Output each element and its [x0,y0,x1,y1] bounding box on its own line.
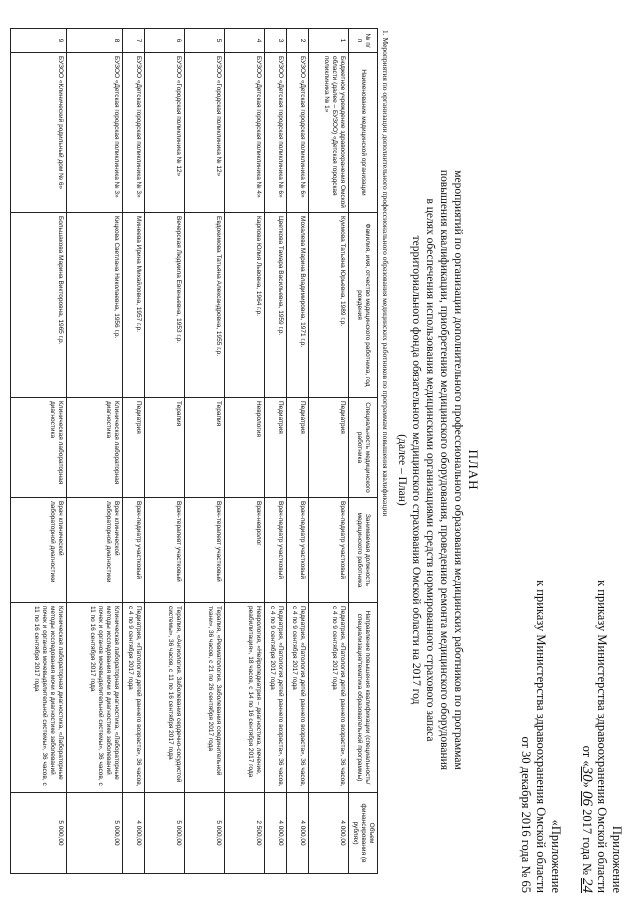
cell-amount: 5 000,00 [185,793,225,874]
header-person: Фамилия, имя, отчество медицинского работника, год рождения [349,213,378,398]
header-position: Занимаемая должность медицинского работника [349,498,378,603]
cell-person: Большакова Марина Викторовна, 1965 г.р. [11,213,67,398]
cell-position: Врач-терапевт участковый [145,498,185,603]
cell-position: Врач-невролог [225,498,265,603]
cell-organization: БУЗОО «Детская городская поликлиника № 3» [123,53,145,213]
table-row [265,29,287,874]
plan-heading: ПЛАН [466,449,481,491]
cell-organization: БУЗОО «Детская городская поликлиника № 6» [265,53,287,213]
cell-amount: 5 000,00 [145,793,185,874]
cell-amount: 5 000,00 [11,793,67,874]
cell-number: 5 [185,29,225,53]
table-row [11,29,67,874]
handwritten-month: 06 [579,790,595,806]
cell-position: Врач-педиатр участковый [123,498,145,603]
cell-number: 2 [287,29,309,53]
plan-title-line: (далее – План) [396,434,408,506]
cell-direction: Педиатрия, «Патология детей раннего возраста», 36 часов, с 4 по 9 сентября 2017 года [265,603,287,793]
cell-number: 1 [309,29,349,53]
cell-specialty: Педиатрия [287,398,309,498]
cell-specialty: Терапия [145,398,185,498]
cell-amount: 5 000,00 [67,793,123,874]
cell-amount: 2 500,00 [225,793,265,874]
cell-person: Карпова Юлия Львовна, 1964 г.р. [225,213,265,398]
cell-organization: БУЗОО «Детская городская поликлиника № 6» [287,53,309,213]
cell-position: Врач-терапевт участковый [185,498,225,603]
table-row [67,29,123,874]
cell-direction: Неврология, «Нейропедиатрия – диагностика, лечение, реабилитация», 18 часов, с 14 по 16 сентября 2017 года [225,603,265,793]
cell-amount: 4 000,00 [265,793,287,874]
reference-order-date: от 30 декабря 2016 года № 65 [519,736,533,893]
header-organization: Наименование медицинской организации [349,53,378,213]
handwritten-day: 30 [579,766,595,782]
cell-specialty: Клиническая лабораторная диагностика [67,398,123,498]
cell-position: Врач-педиатр участковый [287,498,309,603]
cell-organization: Бюджетное учреждение здравоохранения Омской области (далее – БУЗОО) «Детская городская поликлиника № 1» [309,53,349,213]
header-number: № п/п [349,29,378,53]
cell-number: 4 [225,29,265,53]
handwritten-order-number: 24 [579,878,595,893]
cell-organization: БУЗОО «Клинический родильный дом № 6» [11,53,67,213]
cell-organization: БУЗОО «Детская городская поликлиника № 4» [225,53,265,213]
cell-number: 8 [67,29,123,53]
cell-position: Врач клинической лабораторной диагностики [67,498,123,603]
cell-direction: Педиатрия, «Патология детей раннего возраста», 36 часов, с 4 по 9 сентября 2017 года [309,603,349,793]
table-header-row [349,29,378,874]
cell-direction: Клиническая лабораторная диагностика, «Лабораторные методы исследования мочи в диагностике заболеваний почек и органов мочевыделительной системы», 36 часов, с 11 по 16 сентября 2017 года [67,603,123,793]
cell-person: Цветкова Тамара Васильевна, 1959 г.р. [265,213,287,398]
cell-position: Врач клинической лабораторной диагностики [11,498,67,603]
header-amount: Объем финансирования (в рублях) [349,793,378,874]
table-row [123,29,145,874]
cell-organization: БУЗОО «Городская поликлиника № 12» [185,53,225,213]
section-caption: 1. Мероприятия по организации дополнительного профессионального образования медицинских работников по программам повышения квалификации [381,30,390,517]
plan-title-line: мероприятий по организации дополнительного профессионального образования медицинских работников по программам [452,170,464,770]
cell-direction: Терапия, «Ангиология. Заболевания сердечно-сосудистой системы», 36 часов, с 11 по 16 сентября 2017 года [145,603,185,793]
cell-direction: Педиатрия, «Патология детей раннего возраста», 36 часов, с 4 по 9 сентября 2017 года [123,603,145,793]
appendix-title: Приложение [610,825,624,893]
table-row [185,29,225,874]
cell-specialty: Педиатрия [309,398,349,498]
cell-specialty: Педиатрия [123,398,145,498]
cell-position: Врач-педиатр участковый [265,498,287,603]
cell-direction: Клиническая лабораторная диагностика, «Лабораторные методы исследования мочи в диагностике заболеваний почек и органов мочевыделительной системы», 36 часов, с 11 по 16 сентября 2017 года [11,603,67,793]
cell-number: 6 [145,29,185,53]
plan-title-block [395,90,480,850]
reference-order-line: к приказу Министерства здравоохранения Омской области [534,580,548,893]
cell-direction: Педиатрия, «Патология детей раннего возраста», 36 часов, с 4 по 9 сентября 2017 года [287,603,309,793]
plan-title-line: повышения квалификации, приобретению медицинского оборудования, проведению ремонта медицинского оборудования [438,169,450,771]
cell-number: 3 [265,29,287,53]
cell-specialty: Неврология [225,398,265,498]
cell-person: Минеева Ирина Михайловна, 1957 г.р. [123,213,145,398]
table-row [225,29,265,874]
appendix-header [518,503,624,893]
table-row [287,29,309,874]
cell-amount: 4 000,00 [123,793,145,874]
cell-amount: 4 000,00 [309,793,349,874]
header-direction: Направление повышения квалификации (специальность/специализация/тематика образовательной программы) [349,603,378,793]
plan-title-line: территориального фонда обязательного медицинского страхования Омской области на 2017 год [410,235,422,705]
cell-person: Мохалева Марина Владимировна, 1971 г.р. [287,213,309,398]
cell-person: Вечерская Людмила Евгеньевна, 1953 г.р. [145,213,185,398]
cell-specialty: Клиническая лабораторная диагностика [11,398,67,498]
training-plan-table [10,28,378,874]
cell-organization: БУЗОО «Детская городская поликлиника № 3» [67,53,123,213]
table-row [309,29,349,874]
cell-direction: Терапия, «Ревматология. Заболевания соединительной ткани», 36 часов, с 21 по 26 сентября 2017 года [185,603,225,793]
header-specialty: Специальность медицинского работника [349,398,378,498]
cell-position: Врач-педиатр участковый [309,498,349,603]
plan-title-line: в целях обеспечения использования медицинскими организациями средств нормированного страхового запаса [424,198,436,742]
reference-appendix-title: «Приложение [549,819,563,893]
cell-organization: БУЗОО «Городская поликлиника № 12» [145,53,185,213]
table-row [145,29,185,874]
appendix-order-date: от «30» 06 2017 года № 24 [579,745,595,893]
cell-amount: 4 000,00 [287,793,309,874]
cell-specialty: Педиатрия [265,398,287,498]
cell-person: Евдокимова Татьяна Александровна, 1955 г.р. [185,213,225,398]
cell-number: 7 [123,29,145,53]
cell-person: Кицкова Светлана Николаевна, 1956 г.р. [67,213,123,398]
cell-specialty: Терапия [185,398,225,498]
cell-number: 9 [11,29,67,53]
appendix-order-line: к приказу Министерства здравоохранения Омской области [595,580,609,893]
cell-person: Куимова Татьяна Юрьевна, 1989 г.р. [309,213,349,398]
